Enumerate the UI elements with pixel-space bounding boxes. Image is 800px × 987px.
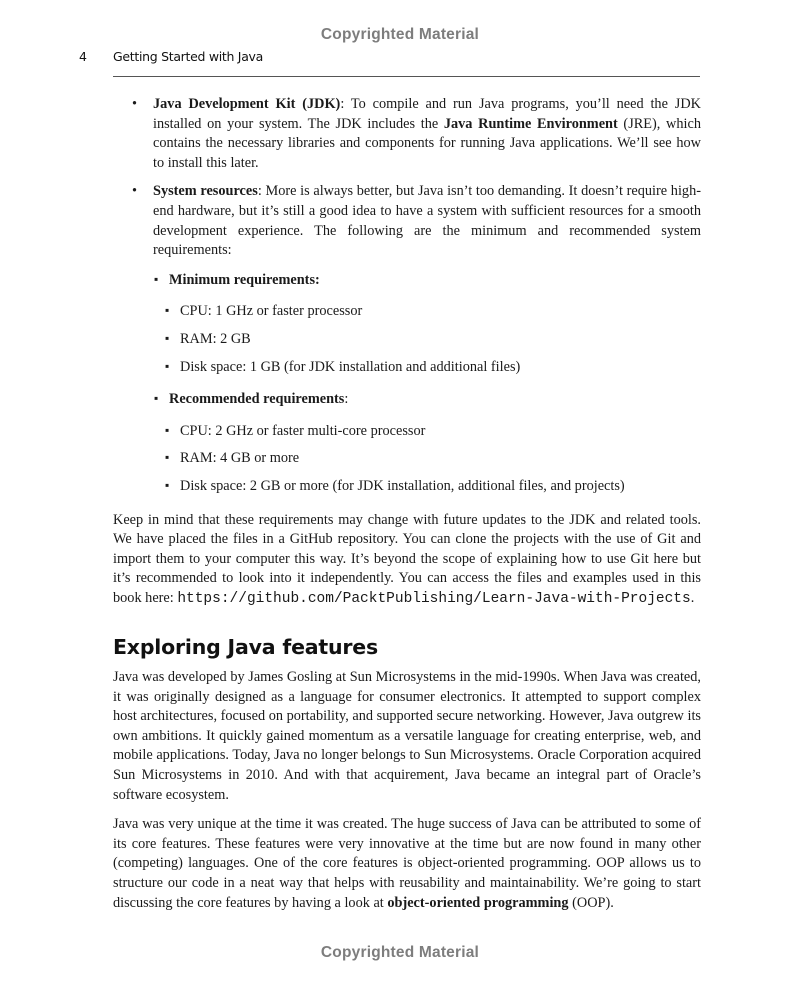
list-item-text: Disk space: 2 GB or more (for JDK installation, additional files, and projects)	[180, 477, 625, 494]
requirements-label: Recommended requirements	[169, 391, 345, 408]
list-item-text: RAM: 4 GB or more	[180, 450, 300, 467]
list-item-text: RAM: 2 GB	[180, 330, 251, 347]
bullet-icon: •	[132, 96, 138, 112]
paragraph-text: Java was very unique at the time it was created. The huge success of Java can be attributed to some of its core features. These features were very innovative at the time but are now found in many other (competing) languages. One of the core features is object-oriented programming. OOP allows us to structure our code in a neat way that helps with reusability and maintainability. We’re going to start discussing the core features by having a look at	[113, 816, 701, 911]
bullet-icon: ▪	[165, 330, 170, 345]
list-item-text: Disk space: 1 GB (for JDK installation and additional files)	[180, 358, 521, 375]
colon: :	[344, 391, 349, 408]
repository-url[interactable]: https://github.com/PacktPublishing/Learn-Java-with-Projects	[177, 590, 691, 607]
paragraph-text: (OOP).	[568, 894, 614, 911]
copyright-watermark-bottom: Copyrighted Material	[320, 944, 480, 961]
core-features-paragraph	[113, 815, 701, 913]
list-item	[113, 302, 701, 322]
list-item-text: CPU: 2 GHz or faster multi-core processor	[180, 422, 426, 439]
keep-in-mind-paragraph	[113, 511, 701, 610]
running-head	[0, 49, 800, 69]
copyright-watermark-top: Copyrighted Material	[320, 26, 480, 43]
bullet-bold-term: Java Runtime Environment	[443, 115, 618, 132]
bold-term: object-oriented programming	[387, 894, 569, 911]
page-number: 4	[79, 49, 87, 64]
period: .	[690, 589, 695, 606]
history-paragraph: Java was developed by James Gosling at Sun Microsystems in the mid-1990s. When Java was created, it was originally designed as a language for consumer electronics. It attempted to support complex host architectures, focused on portability, and supported secure networking. However, Java outgrew its own ambitions. It quickly gained momentum as a versatile language for creating enterprise, web, and mobile applications. Today, Java no longer belongs to Sun Microsystems. Oracle Corporation acquired Sun Microsystems in 2010. And with that acquirement, Java became an integral part of Oracle’s software ecosystem.	[113, 669, 701, 803]
bullet-text: : To compile and run Java programs, you’ll need the JDK installed on your system. The JDK includes the	[153, 96, 701, 132]
section-heading: Exploring Java features	[113, 635, 379, 660]
list-item	[113, 477, 701, 497]
list-item-text: CPU: 1 GHz or faster processor	[180, 303, 363, 320]
list-item	[113, 422, 701, 442]
bullet-jdk	[113, 95, 701, 173]
header-divider	[113, 76, 700, 77]
bullet-text: : More is always better, but Java isn’t too demanding. It doesn’t require high-end hardware, but it’s still a good idea to have a system with sufficient resources for a smooth development experience. The following are the minimum and recommended system requirements:	[153, 183, 701, 259]
bullet-icon: ▪	[165, 477, 170, 492]
bullet-icon: ▪	[154, 271, 159, 286]
bullet-icon: •	[132, 183, 138, 200]
chapter-title: Getting Started with Java	[113, 49, 264, 64]
bullet-text: (JRE), which contains the necessary libraries and components for running Java applications. We’ll see how to install this later.	[153, 115, 701, 171]
page-body	[113, 95, 701, 913]
list-item	[113, 330, 701, 350]
bullet-icon: ▪	[165, 358, 170, 373]
minimum-requirements-heading	[113, 271, 701, 291]
colon: :	[315, 271, 320, 288]
bullet-icon: ▪	[154, 391, 159, 406]
bullet-term: Java Development Kit (JDK)	[153, 96, 341, 112]
bullet-icon: ▪	[165, 450, 170, 465]
bullet-icon: ▪	[165, 422, 170, 437]
bullet-icon: ▪	[165, 303, 170, 318]
paragraph-text: Keep in mind that these requirements may change with future updates to the JDK and related tools. We have placed the files in a GitHub repository. You can clone the projects with the use of Git and import them to your computer this way. It’s beyond the scope of explaining how to use Git here but it’s recommended to look into it independently. You can access the files and examples used in this book here:	[113, 511, 701, 606]
bullet-term: System resources	[153, 183, 258, 200]
recommended-requirements-heading	[113, 390, 701, 410]
list-item	[113, 449, 701, 469]
bullet-system-resources	[113, 182, 701, 260]
requirements-label: Minimum requirements	[169, 271, 316, 288]
list-item	[113, 358, 701, 378]
